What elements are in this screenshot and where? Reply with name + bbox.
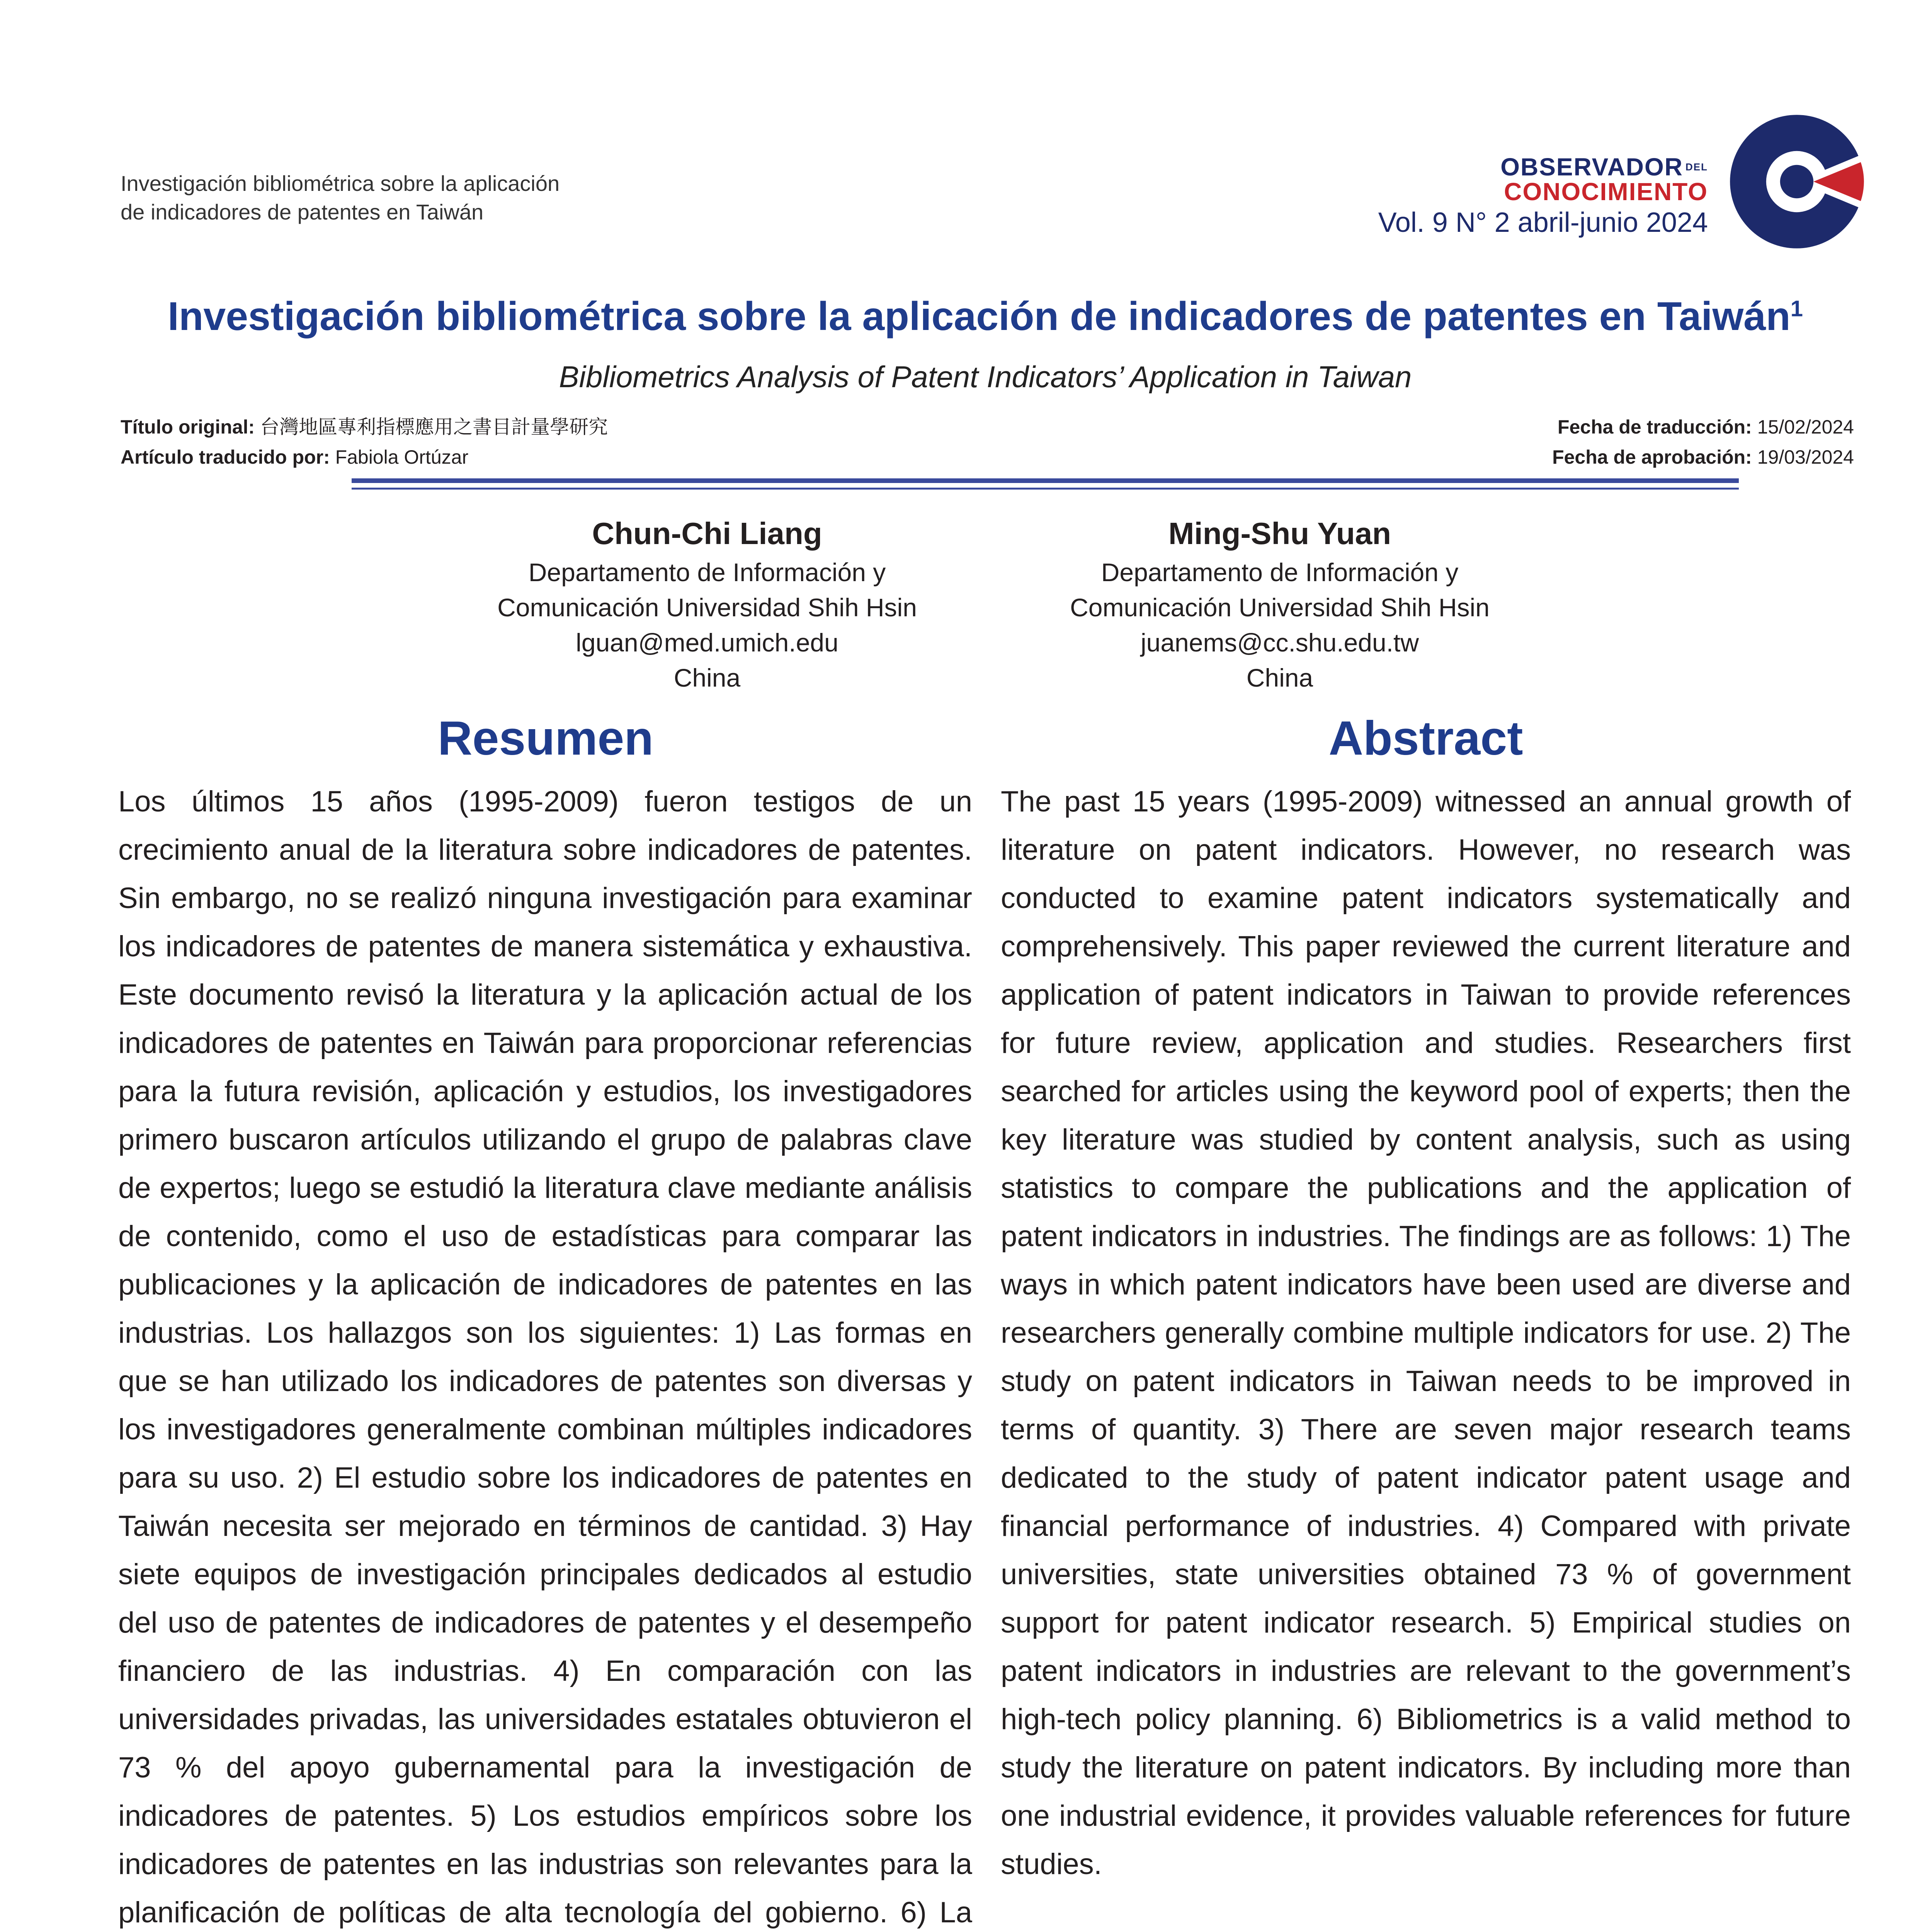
translation-date: 15/02/2024 [1757,416,1854,438]
author-block [437,512,978,696]
journal-volume: Vol. 9 N° 2 abril-junio 2024 [1378,207,1708,238]
article-subtitle: Bibliometrics Analysis of Patent Indicators’ Application in Taiwan [559,360,1412,394]
abstract-text: The past 15 years (1995-2009) witnessed an annual growth of literature on patent indicators. However, no research was conducted to examine patent indicators systematically and comprehensively. This paper reviewed the current literature and application of patent indicators in Taiwan to provide references for future review, application and studies. Researchers first searched for articles using the keyword pool of experts; then the key literature was studied by content analysis, such as using statistics to compare the publications and the application of patent indicators in industries. The findings are as follows: 1) The ways in which patent indicators have been used are diverse and researchers generally combine multiple indicators for use. 2) The study on patent indicators in Taiwan needs to be improved in terms of quantity. 3) There are seven major research teams dedicated to the study of patent indicator patent usage and financial performance of industries. 4) Compared with private universities, state universities obtained 73 % of government support for patent indicator research. 5) Empirical studies on patent indicators in industries are relevant to the government’s high-tech policy planning. 6) Bibliometrics is a valid method to study the literature on patent indicators. By including more than one industrial evidence, it provides valuable references for future studies. [1001,785,1851,1881]
author-university: Comunicación Universidad Shih Hsin [1070,593,1490,622]
approval-date: 19/03/2024 [1757,446,1854,468]
translator-name: Fabiola Ortúzar [335,446,469,468]
resumen-heading: Resumen [437,712,654,765]
translator-label: Artículo traducido por: [121,446,330,468]
original-title-label: Título original: [121,416,255,438]
running-head-line-2: de indicadores de patentes en Taiwán [121,200,484,224]
author-university: Comunicación Universidad Shih Hsin [497,593,917,622]
header-divider-thin [352,488,1739,490]
author-block [1009,512,1550,696]
original-title: 台灣地區專利指標應用之書目計量學研究 [260,416,608,438]
author-country: China [673,663,741,692]
title-footnote-marker: 1 [1790,296,1803,321]
author-email: juanems@cc.shu.edu.tw [1140,628,1419,657]
author-name: Chun-Chi Liang [592,516,822,551]
article-meta-left [121,412,608,472]
author-email: lguan@med.umich.edu [576,628,838,657]
author-name: Ming-Shu Yuan [1168,516,1391,551]
journal-brand [1378,155,1708,241]
approval-date-label: Fecha de aprobación: [1552,446,1752,468]
article-meta-right [1552,412,1854,472]
brand-name-conocimiento: CONOCIMIENTO [1504,178,1708,206]
journal-logo-icon [1727,112,1866,251]
brand-name-del: DEL [1685,161,1708,173]
author-country: China [1246,663,1313,692]
running-head [121,169,560,226]
article-title-text: Investigación bibliométrica sobre la aplicación de indicadores de patentes en Taiwán [168,294,1791,339]
author-department: Departamento de Información y [1101,558,1459,587]
running-head-line-1: Investigación bibliométrica sobre la aplicación [121,171,560,196]
translation-date-label: Fecha de traducción: [1557,416,1752,438]
article-title [0,294,1932,340]
abstract-heading: Abstract [1328,712,1523,765]
resumen-text: Los últimos 15 años (1995-2009) fueron testigos de un crecimiento anual de la literatura sobre indicadores de patentes. Sin embargo, no se realizó ninguna investigación para examinar los indicadores de patentes de manera sistemática y exhaustiva. Este documento revisó la literatura y la aplicación actual de los indicadores de patentes en Taiwán para proporcionar referencias para la futura revisión, aplicación y estudios, los investigadores primero buscaron artículos utilizando el grupo de palabras clave de expertos; luego se estudió la literatura clave mediante análisis de contenido, como el uso de estadísticas para comparar las publicaciones y la aplicación de indicadores de patentes en las industrias. Los hallazgos son los siguientes: 1) Las formas en que se han utilizado los indicadores de patentes son diversas y los investigadores generalmente combinan múltiples indicadores para su uso. 2) El estudio sobre los indicadores de patentes en Taiwán necesita ser mejorado en términos de cantidad. 3) Hay siete equipos de investigación principales dedicados al estudio del uso de patentes de indicadores de patentes y el desempeño financiero de las industrias. 4) En comparación con las universidades privadas, las universidades estatales obtuvieron el 73 % del apoyo gubernamental para la investigación de indicadores de patentes. 5) Los estudios empíricos sobre los indicadores de patentes en las industrias son relevantes para la planificación de políticas de alta tecnología del gobierno. 6) La [118,785,972,1929]
author-department: Departamento de Información y [528,558,886,587]
brand-name-observador: OBSERVADOR [1500,153,1683,181]
header-divider [352,478,1739,483]
